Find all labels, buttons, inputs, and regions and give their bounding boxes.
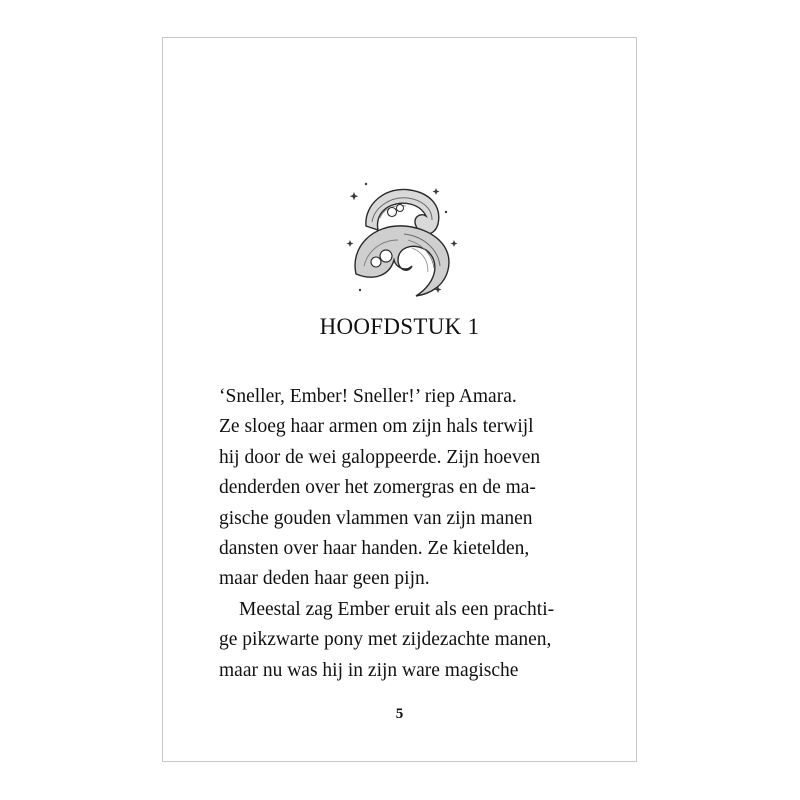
book-page [162,37,637,762]
text-line: maar nu was hij in zijn ware magische [219,659,519,681]
text-line: Meestal zag Ember eruit als een prachti- [239,598,555,620]
text-line: Ze sloeg haar armen om zijn hals terwijl [219,416,534,438]
wave-icon [346,178,458,298]
text-line: ‘Sneller, Ember! Sneller!’ riep Amara. [219,386,517,407]
text-line: denderden over het zomergras en de ma- [219,477,536,499]
text-line: dansten over haar handen. Ze kietelden, [219,537,530,559]
text-line: hij door de wei galoppeerde. Zijn hoeven [219,446,541,468]
page-number: 5 [395,706,404,722]
text-line: ge pikzwarte pony met zijdezachte manen, [219,629,552,651]
body-text [219,382,599,686]
text-line: gische gouden vlammen van zijn manen [219,507,533,529]
text-line: maar deden haar geen pijn. [219,568,430,590]
chapter-title: HOOFDSTUK 1 [319,314,480,339]
